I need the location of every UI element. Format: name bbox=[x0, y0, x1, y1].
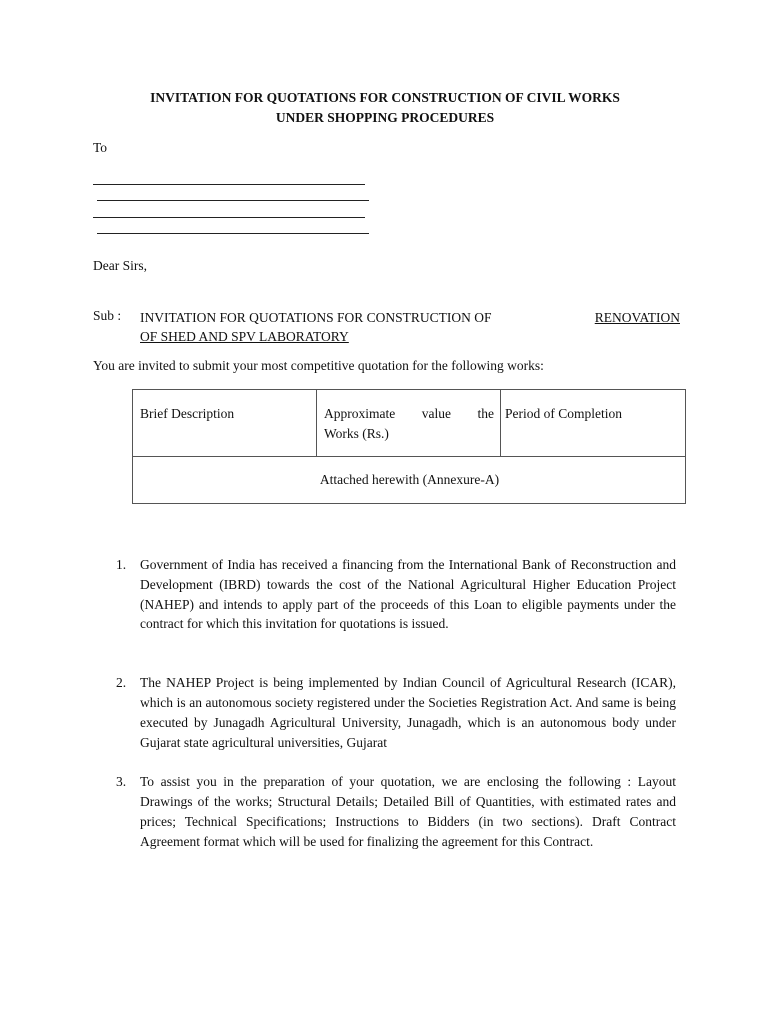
list-item: 3. To assist you in the preparation of your quotation, we are enclosing the following : Layout Drawings of the works; Structural Details; Detailed Bill of Quantities, with estimated rates and prices; Technical Specifications; Instructions to Bidders (in two sections). Draft Contract Agreement format which will be used for finalizing the agreement for this Contract. bbox=[116, 774, 676, 849]
to-label: To bbox=[93, 140, 108, 155]
annexure-reference: Attached herewith (Annexure-A) bbox=[133, 457, 686, 504]
address-blank-line bbox=[97, 200, 369, 201]
address-blank-line bbox=[93, 184, 365, 185]
title-line-1: INVITATION FOR QUOTATIONS FOR CONSTRUCTION OF CIVIL WORKS bbox=[150, 90, 620, 105]
subject-work-name-1: RENOVATION bbox=[594, 310, 680, 325]
intro-text: You are invited to submit your most competitive quotation for the following works: bbox=[93, 358, 544, 373]
subject-label: Sub : bbox=[93, 308, 122, 323]
document-title bbox=[90, 88, 680, 128]
works-table-header-row bbox=[133, 390, 686, 457]
list-item: 2. The NAHEP Project is being implemented by Indian Council of Agricultural Research (ICAR), which is an autonomous society registered under the Societies Registration Act. And same is being executed by Junagadh Agricultural University, Junagadh, which is an autonomous body under Gujarat state agricultural universities, Gujarat bbox=[116, 675, 676, 750]
salutation: Dear Sirs, bbox=[93, 258, 147, 273]
works-table-body-row bbox=[133, 457, 686, 504]
header-approximate-value: Approximate value the Works (Rs.) bbox=[317, 390, 501, 457]
numbered-clauses bbox=[116, 555, 676, 852]
subject-work-name-2: OF SHED AND SPV LABORATORY bbox=[140, 329, 349, 344]
address-blank-line bbox=[97, 233, 369, 234]
address-blank-line bbox=[93, 217, 365, 218]
works-table bbox=[132, 389, 686, 504]
subject-text bbox=[140, 308, 680, 346]
title-line-2: UNDER SHOPPING PROCEDURES bbox=[275, 110, 495, 125]
list-item: 1. Government of India has received a financing from the International Bank of Reconstruction and Development (IBRD) towards the cost of the National Agricultural Higher Education Project (NAHEP) and intends to apply part of the proceeds of this Loan to eligible payments under the contract for which this invitation for quotations is issued. bbox=[116, 557, 676, 632]
subject-prefix: INVITATION FOR QUOTATIONS FOR CONSTRUCTION OF bbox=[140, 310, 492, 325]
header-period-of-completion: Period of Completion bbox=[501, 390, 686, 457]
header-brief-description: Brief Description bbox=[133, 390, 317, 457]
